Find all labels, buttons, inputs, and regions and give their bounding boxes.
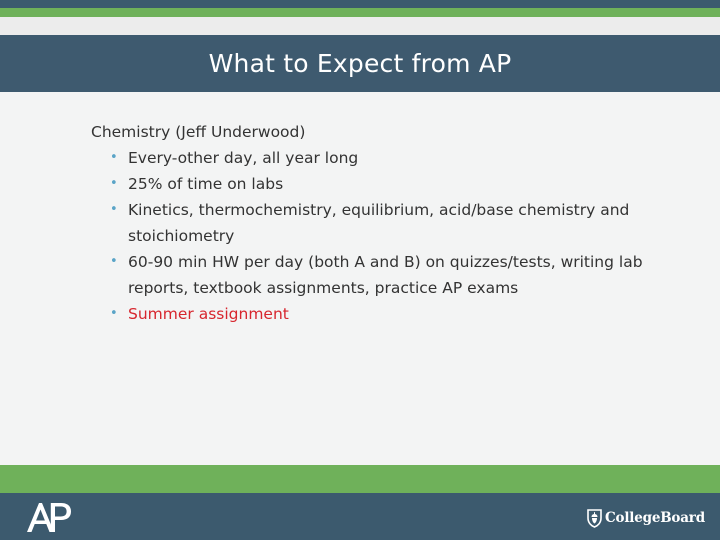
course-heading: Chemistry (Jeff Underwood) xyxy=(91,123,306,141)
top-bar-dark xyxy=(0,0,720,8)
bullet-item xyxy=(91,171,651,197)
bullet-dot-icon: • xyxy=(110,176,118,191)
bullet-text: 25% of time on labs xyxy=(128,175,284,193)
college-board-text: CollegeBoard xyxy=(605,510,705,526)
bullet-dot-icon: • xyxy=(110,306,118,321)
bullet-list xyxy=(91,145,651,327)
bullet-text: 60-90 min HW per day (both A and B) on quizzes/tests, writing lab reports, textbook assignments, practice AP exams xyxy=(128,253,643,297)
bullet-item xyxy=(91,145,651,171)
bullet-item xyxy=(91,249,651,301)
summer-assignment-link[interactable]: Summer assignment xyxy=(128,305,289,323)
bullet-item xyxy=(91,301,651,327)
bullet-text: Kinetics, thermochemistry, equilibrium, acid/base chemistry and stoichiometry xyxy=(128,201,630,245)
bullet-dot-icon: • xyxy=(110,202,118,217)
title-banner xyxy=(0,35,720,92)
college-board-logo xyxy=(587,506,705,530)
acorn-shield-icon xyxy=(587,508,602,528)
slide-title: What to Expect from AP xyxy=(208,49,512,78)
bottom-band-green xyxy=(0,465,720,493)
top-bar-gray xyxy=(0,17,720,35)
slide-content xyxy=(91,119,651,327)
bullet-text: Every-other day, all year long xyxy=(128,149,359,167)
bullet-dot-icon: • xyxy=(110,254,118,269)
ap-logo xyxy=(25,500,73,534)
top-bar-green xyxy=(0,8,720,17)
bullet-item xyxy=(91,197,651,249)
bullet-dot-icon: • xyxy=(110,150,118,165)
